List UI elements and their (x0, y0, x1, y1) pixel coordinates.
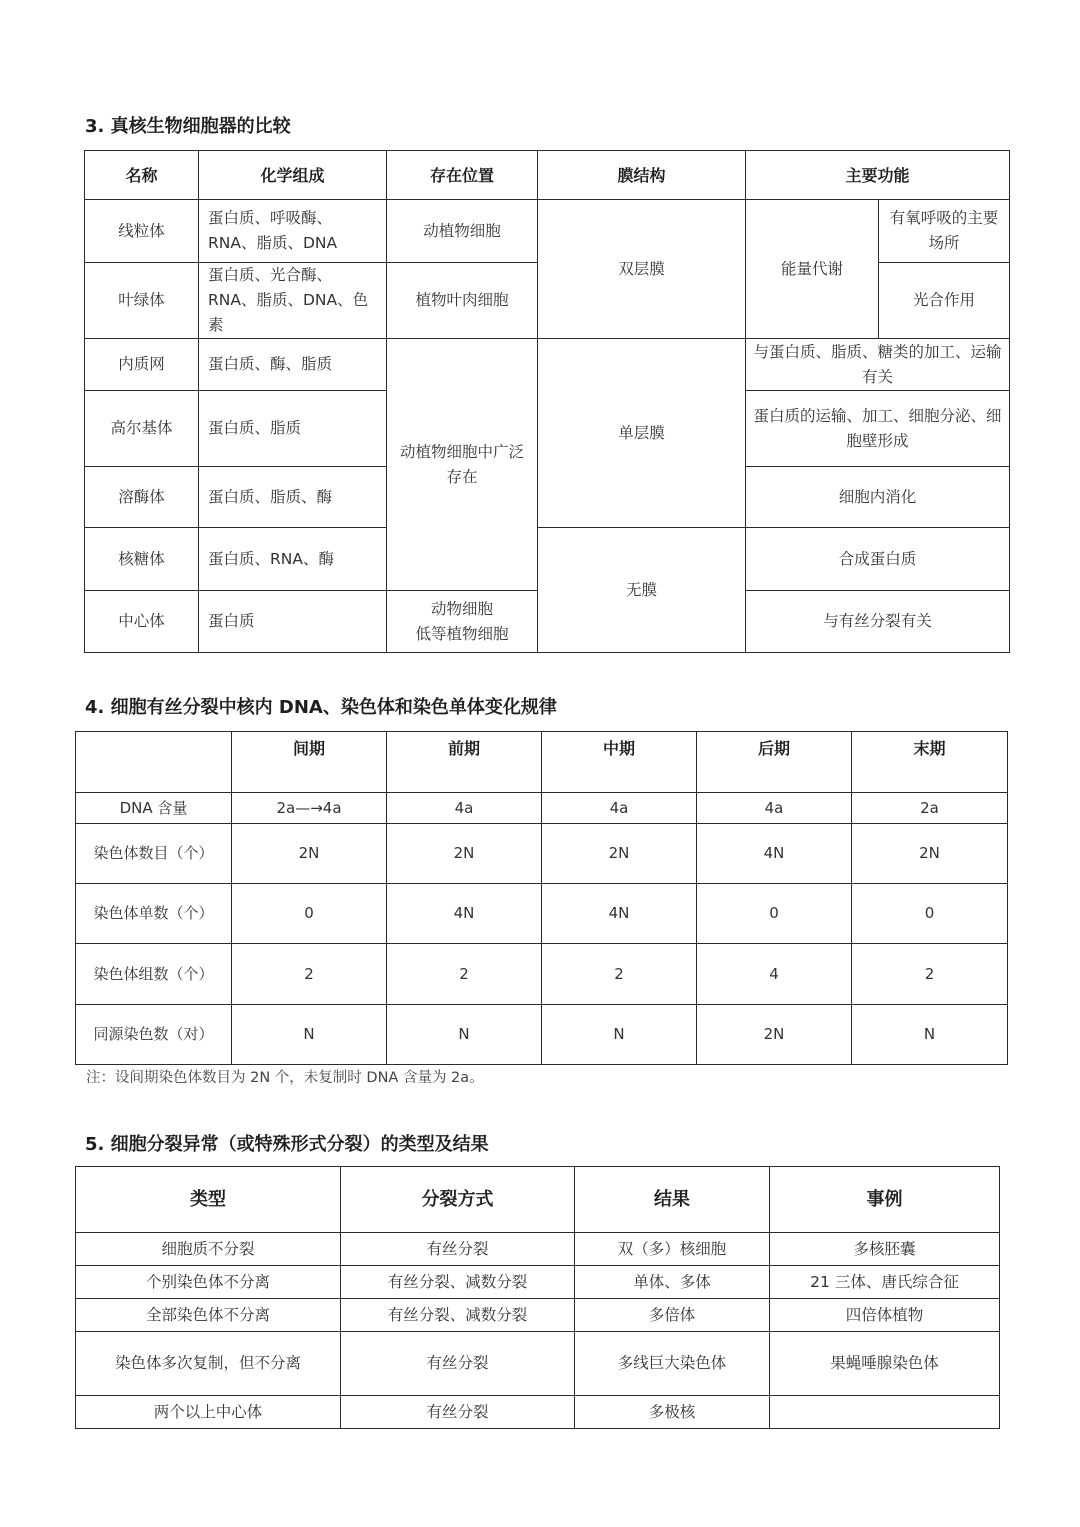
composition-cell: 蛋白质、酶、脂质 (199, 339, 387, 391)
table-row (76, 944, 1008, 1005)
table-cell: 2 (542, 944, 697, 1005)
table-cell: 细胞质不分裂 (76, 1233, 341, 1266)
row-label: DNA 含量 (76, 793, 232, 824)
table-cell: 0 (232, 884, 387, 944)
location-line-1: 动物细胞 (430, 599, 493, 618)
membrane-cell: 双层膜 (538, 200, 746, 339)
header-composition: 化学组成 (199, 151, 387, 200)
table-cell (770, 1396, 1000, 1429)
function-cell: 光合作用 (879, 263, 1010, 339)
section-5-title: 5. 细胞分裂异常（或特殊形式分裂）的类型及结果 (85, 1134, 489, 1155)
table-cell: 有丝分裂、减数分裂 (341, 1299, 575, 1332)
table-row (85, 339, 1010, 391)
header-telophase: 末期 (852, 732, 1008, 793)
header-prophase: 前期 (387, 732, 542, 793)
table-cell: 2 (387, 944, 542, 1005)
table-row (76, 1332, 1000, 1396)
table-header-row (76, 732, 1008, 793)
location-cell: 植物叶肉细胞 (387, 263, 538, 339)
table-cell: 有丝分裂 (341, 1396, 575, 1429)
header-blank (76, 732, 232, 793)
mitosis-change-table (75, 731, 1008, 1065)
table-row (76, 824, 1008, 884)
function-cell: 与有丝分裂有关 (746, 591, 1010, 653)
table-row (76, 793, 1008, 824)
header-location: 存在位置 (387, 151, 538, 200)
table-cell: 多极核 (575, 1396, 770, 1429)
table-cell: 2 (232, 944, 387, 1005)
table-cell: 有丝分裂、减数分裂 (341, 1266, 575, 1299)
row-label: 染色体组数（个） (76, 944, 232, 1005)
location-line-2: 低等植物细胞 (415, 624, 509, 643)
table-cell: N (542, 1005, 697, 1065)
table-row (85, 200, 1010, 263)
function-cell: 与蛋白质、脂质、糖类的加工、运输有关 (746, 339, 1010, 391)
composition-cell: 蛋白质、脂质 (199, 391, 387, 467)
composition-cell: 蛋白质、RNA、酶 (199, 528, 387, 591)
header-membrane: 膜结构 (538, 151, 746, 200)
table-cell: N (852, 1005, 1008, 1065)
table-cell: 4a (387, 793, 542, 824)
table-row (76, 1266, 1000, 1299)
location-cell (387, 591, 538, 653)
table-cell: 4N (542, 884, 697, 944)
organelle-name: 内质网 (85, 339, 199, 391)
table-cell: 多倍体 (575, 1299, 770, 1332)
table-cell: 2N (232, 824, 387, 884)
table-cell: 4N (387, 884, 542, 944)
table-cell: 有丝分裂 (341, 1332, 575, 1396)
function-group-cell: 能量代谢 (746, 200, 879, 339)
function-cell: 有氧呼吸的主要场所 (879, 200, 1010, 263)
organelle-name: 线粒体 (85, 200, 199, 263)
composition-cell: 蛋白质 (199, 591, 387, 653)
table-cell: 两个以上中心体 (76, 1396, 341, 1429)
composition-cell: 蛋白质、呼吸酶、RNA、脂质、DNA (199, 200, 387, 263)
organelle-name: 溶酶体 (85, 467, 199, 528)
table-row (76, 1299, 1000, 1332)
table-cell: 染色体多次复制，但不分离 (76, 1332, 341, 1396)
header-anaphase: 后期 (697, 732, 852, 793)
table-cell: 4a (697, 793, 852, 824)
organelle-name: 中心体 (85, 591, 199, 653)
membrane-cell: 单层膜 (538, 339, 746, 528)
table-cell: 有丝分裂 (341, 1233, 575, 1266)
membrane-cell: 无膜 (538, 528, 746, 653)
table-cell: 2 (852, 944, 1008, 1005)
organelle-name: 叶绿体 (85, 263, 199, 339)
table-cell: 0 (697, 884, 852, 944)
table-cell: 4a (542, 793, 697, 824)
table-cell: 2N (542, 824, 697, 884)
function-cell: 合成蛋白质 (746, 528, 1010, 591)
table-row (76, 1396, 1000, 1429)
table-cell: 2N (852, 824, 1008, 884)
table-cell: 2a (852, 793, 1008, 824)
table-cell: 全部染色体不分离 (76, 1299, 341, 1332)
table-cell: 21 三体、唐氏综合征 (770, 1266, 1000, 1299)
header-example: 事例 (770, 1167, 1000, 1233)
header-name: 名称 (85, 151, 199, 200)
table-cell: 4 (697, 944, 852, 1005)
composition-cell: 蛋白质、光合酶、RNA、脂质、DNA、色素 (199, 263, 387, 339)
table-cell: 0 (852, 884, 1008, 944)
organelle-name: 核糖体 (85, 528, 199, 591)
table-cell: 果蝇唾腺染色体 (770, 1332, 1000, 1396)
row-label: 染色体单数（个） (76, 884, 232, 944)
table-cell: 2N (387, 824, 542, 884)
table-cell: N (232, 1005, 387, 1065)
header-metaphase: 中期 (542, 732, 697, 793)
section-4-title: 4. 细胞有丝分裂中核内 DNA、染色体和染色单体变化规律 (85, 697, 557, 718)
abnormal-division-table (75, 1166, 1000, 1429)
row-label: 同源染色数（对） (76, 1005, 232, 1065)
table-row (76, 884, 1008, 944)
table-cell: 双（多）核细胞 (575, 1233, 770, 1266)
table-row (85, 528, 1010, 591)
table-cell: 多核胚囊 (770, 1233, 1000, 1266)
organelle-comparison-table (84, 150, 1010, 653)
table-cell: 2a—→4a (232, 793, 387, 824)
function-cell: 蛋白质的运输、加工、细胞分泌、细胞壁形成 (746, 391, 1010, 467)
header-result: 结果 (575, 1167, 770, 1233)
table-header-row (85, 151, 1010, 200)
table-cell: 2N (697, 1005, 852, 1065)
table-row (76, 1233, 1000, 1266)
table-header-row (76, 1167, 1000, 1233)
table-cell: 单体、多体 (575, 1266, 770, 1299)
row-label: 染色体数目（个） (76, 824, 232, 884)
table-cell: 4N (697, 824, 852, 884)
header-division-mode: 分裂方式 (341, 1167, 575, 1233)
table-row (76, 1005, 1008, 1065)
section-3-title: 3. 真核生物细胞器的比较 (85, 116, 291, 137)
organelle-name: 高尔基体 (85, 391, 199, 467)
composition-cell: 蛋白质、脂质、酶 (199, 467, 387, 528)
header-interphase: 间期 (232, 732, 387, 793)
table-cell: 多线巨大染色体 (575, 1332, 770, 1396)
location-cell: 动植物细胞 (387, 200, 538, 263)
table-cell: 四倍体植物 (770, 1299, 1000, 1332)
table-note: 注：设间期染色体数目为 2N 个，未复制时 DNA 含量为 2a。 (86, 1070, 484, 1086)
table-cell: N (387, 1005, 542, 1065)
header-type: 类型 (76, 1167, 341, 1233)
table-cell: 个别染色体不分离 (76, 1266, 341, 1299)
location-cell: 动植物细胞中广泛存在 (387, 339, 538, 591)
header-function: 主要功能 (746, 151, 1010, 200)
function-cell: 细胞内消化 (746, 467, 1010, 528)
